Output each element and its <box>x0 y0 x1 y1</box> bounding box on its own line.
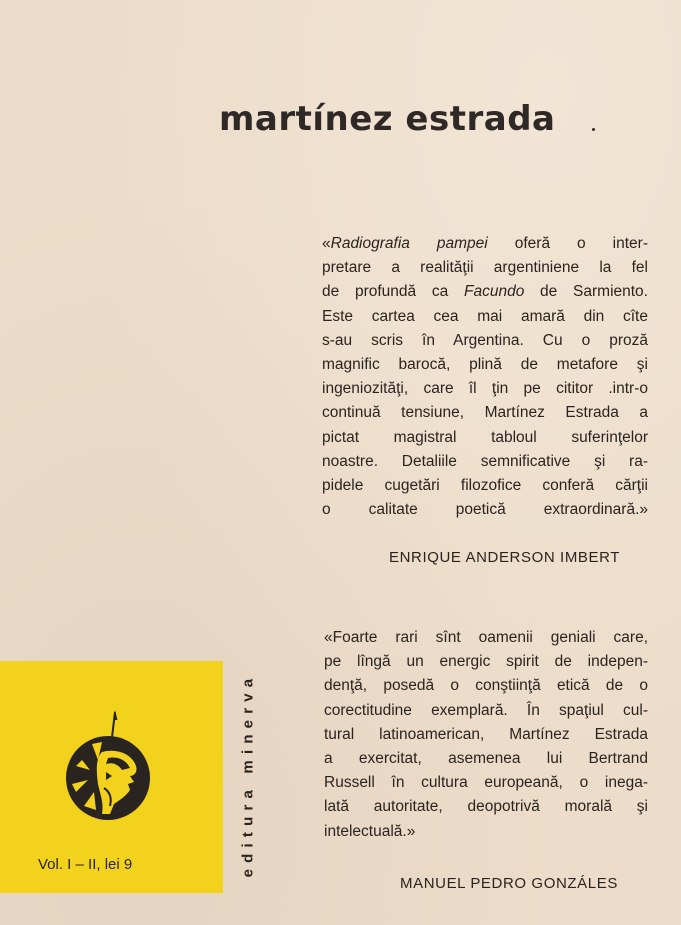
quote2-line: intelectuală.» <box>324 822 416 840</box>
quote2-line: lată autoritate, deopotrivă morală şi <box>324 798 648 816</box>
quote1-line: de profundă ca Facundo de Sarmiento. <box>322 283 648 301</box>
quote2-line: «Foarte rari sînt oamenii geniali care, <box>324 629 648 646</box>
quote1-line: pictat magistral tabloul suferinţelor <box>322 428 648 446</box>
quote1-line: pretare a realităţii argentiniene la fel <box>322 259 648 277</box>
quote1-line: noastre. Detaliile semnificative şi ra- <box>322 452 648 470</box>
quote2-line: a exercitat, asemenea lui Bertrand <box>324 749 648 767</box>
quote1-line: «Radiografia pampei oferă o inter- <box>322 235 648 252</box>
publisher-name: editura minerva <box>239 672 257 878</box>
quote1-line: o calitate poetică extraordinară.» <box>322 501 648 519</box>
quote1-line: Este cartea cea mai amară din cîte <box>322 307 648 325</box>
quote2-line: tural latinoamerican, Martínez Estrada <box>324 725 648 743</box>
quote2-line: denţă, posedă o conştiinţă etică de o <box>324 677 648 695</box>
quote2-line: pe lîngă un energic spirit de indepen- <box>324 653 648 671</box>
quote2-line: corectitudine exemplară. În spaţiul cul- <box>324 701 648 719</box>
quote2-line: Russell în cultura europeană, o inega- <box>324 774 648 792</box>
quote1-line: ingeniozităţi, care îl ţin pe cititor .intr-o <box>322 380 648 398</box>
quote1-line: s-au scris în Argentina. Cu o proză <box>322 331 648 349</box>
minerva-logo-icon <box>62 710 154 825</box>
publisher-imprint <box>233 660 263 890</box>
quote1-author: ENRIQUE ANDERSON IMBERT <box>389 549 621 566</box>
quote-anderson-imbert <box>322 232 648 522</box>
quote1-line: magnific barocă, plină de metafore şi <box>322 355 648 373</box>
quote2-author: MANUEL PEDRO GONZÁLES <box>400 875 618 892</box>
volume-price: Vol. I – II, lei 9 <box>38 856 133 873</box>
book-title: martínez estrada <box>219 99 556 139</box>
quote1-line: continuă tensiune, Martínez Estrada a <box>322 404 648 422</box>
quote1-line: pidele cugetări filozofice conferă cărţii <box>322 476 648 494</box>
quote-pedro-gonzales <box>324 626 648 844</box>
title-dot <box>592 128 595 131</box>
